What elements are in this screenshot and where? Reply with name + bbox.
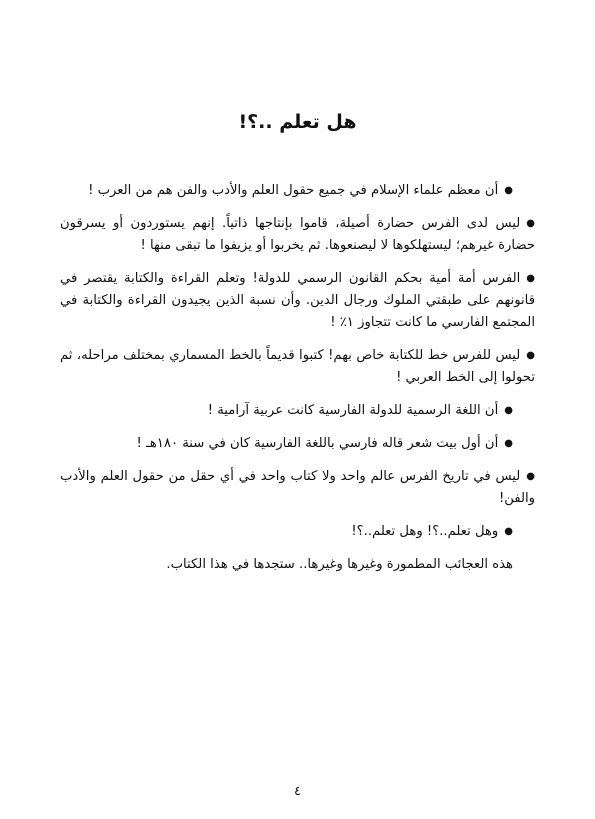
bullet-icon: ● [504, 438, 513, 449]
paragraph-text: وهل تعلم..؟! وهل تعلم..؟! [351, 524, 499, 539]
bullet-icon: ● [504, 185, 513, 196]
paragraph-text: أن اللغة الرسمية للدولة الفارسية كانت عربية آرامية ! [207, 403, 499, 418]
paragraph [60, 213, 535, 257]
paragraph [60, 521, 535, 543]
paragraph-text: أن معظم علماء الإسلام في جميع حقول العلم والأدب والفن هم من العرب ! [88, 183, 499, 198]
paragraph-text: الفرس أمة أمية بحكم القانون الرسمي للدولة! وتعلم القراءة والكتابة يقتصر في قانونهم على طبقتي الملوك ورجال الدين. وأن نسبة الذين يجيدون القراءة والكتابة في المجتمع الفارسي ما كانت تتجاوز ١٪ ! [60, 271, 535, 330]
paragraph [60, 466, 535, 510]
bullet-icon: ● [526, 218, 535, 229]
paragraph-list [60, 180, 535, 587]
paragraph-text: ليس في تاريخ الفرس عالم واحد ولا كتاب واحد في أي حقل من حقول العلم والأدب والفن! [60, 469, 535, 506]
paragraph [60, 268, 535, 334]
paragraph-text: ليس لدى الفرس حضارة أصيلة، قاموا بإنتاجها ذاتياً. إنهم يستوردون أو يسرقون حضارة غيرهم؛ ليستهلكوها لا ليصنعوها. ثم يخربوا أو يزيفوا ما تبقى منها ! [60, 216, 535, 253]
paragraph [60, 400, 535, 422]
bullet-icon: ● [526, 350, 535, 361]
page-title: هل تعلم ..؟! [238, 111, 357, 133]
bullet-icon: ● [504, 526, 513, 537]
bullet-icon: ● [526, 471, 535, 482]
paragraph-text: هذه العجائب المطمورة وغيرها وغيرها.. ستجدها في هذا الكتاب. [166, 557, 513, 572]
paragraph [60, 345, 535, 389]
bullet-icon: ● [526, 273, 535, 284]
paragraph [60, 433, 535, 455]
bullet-icon: ● [504, 405, 513, 416]
page-number: ٤ [294, 784, 301, 799]
paragraph [60, 554, 535, 576]
paragraph-text: أن أول بيت شعر قاله فارسي باللغة الفارسية كان في سنة ١٨٠هـ ! [136, 436, 499, 451]
paragraph [60, 180, 535, 202]
paragraph-text: ليس للفرس خط للكتابة خاص بهم! كتبوا قديماً بالخط المسماري بمختلف مراحله، ثم تحولوا إلى الخط العربي ! [60, 348, 535, 385]
